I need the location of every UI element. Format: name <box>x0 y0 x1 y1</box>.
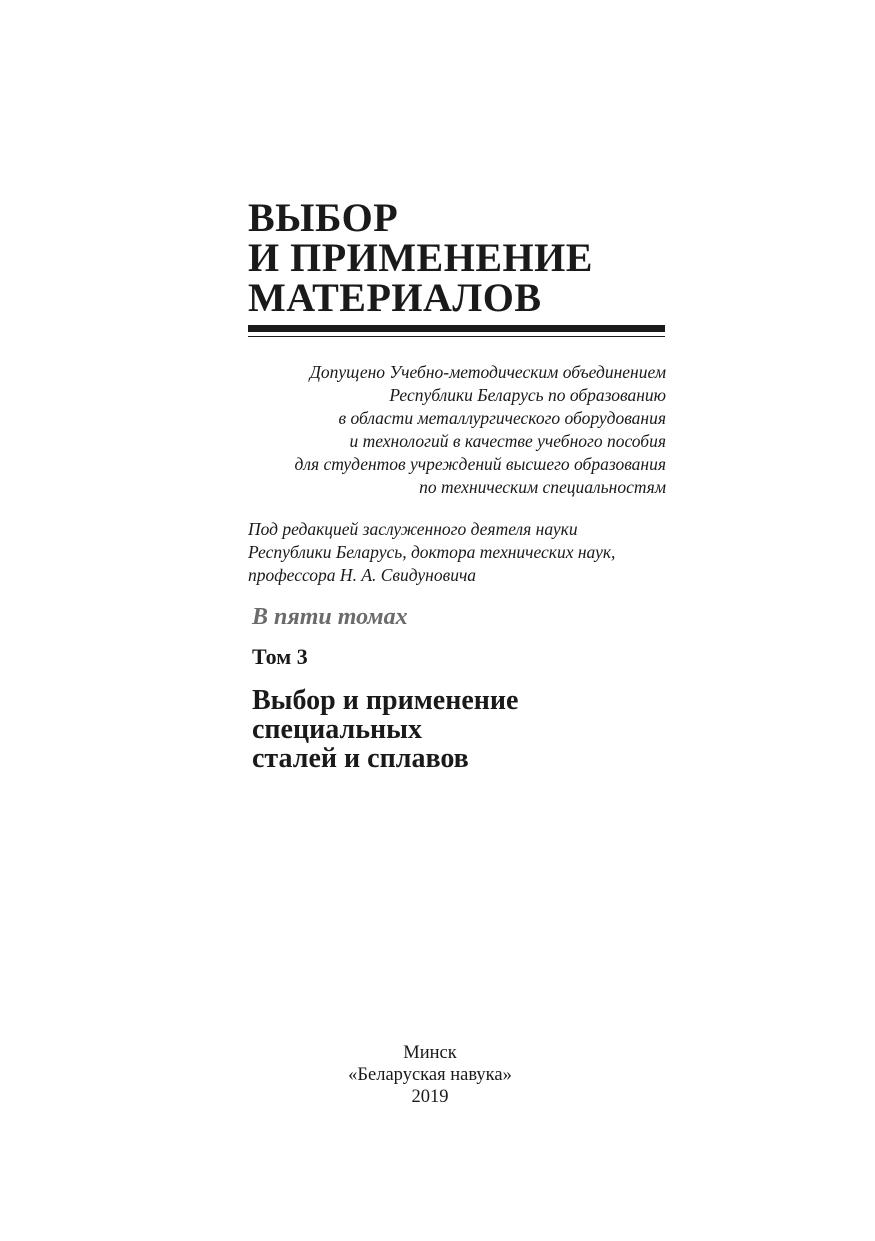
book-title-line-3: МАТЕРИАЛОВ <box>248 275 542 320</box>
volumes-note: В пяти томах <box>252 604 408 630</box>
editor-line-1: Под редакцией заслуженного деятеля науки <box>248 519 578 539</box>
editor-line-3: профессора Н. А. Свидуновича <box>248 565 477 585</box>
imprint-publisher: «Беларуская навука» <box>348 1065 512 1085</box>
approval-line-1: Допущено Учебно-методическим объединением <box>309 362 666 382</box>
imprint-year: 2019 <box>411 1087 449 1107</box>
editor-statement <box>248 518 668 587</box>
title-rule-thin <box>248 336 665 337</box>
editor-line-2: Республики Беларусь, доктора технических наук, <box>248 542 616 562</box>
book-title <box>248 195 668 320</box>
imprint <box>300 1042 560 1108</box>
approval-line-4: и технологий в качестве учебного пособия <box>349 431 666 451</box>
volume-title-line-3: сталей и сплавов <box>252 743 469 774</box>
volume-title-line-2: специальных <box>252 714 423 745</box>
volume-title <box>252 686 672 773</box>
volume-number: Том 3 <box>252 644 308 669</box>
approval-statement <box>230 361 666 499</box>
approval-line-3: в области металлургического оборудования <box>338 408 666 428</box>
approval-line-5: для студентов учреждений высшего образования <box>294 454 666 474</box>
approval-line-2: Республики Беларусь по образованию <box>389 385 666 405</box>
book-title-line-2: И ПРИМЕНЕНИЕ <box>248 235 593 280</box>
approval-line-6: по техническим специальностям <box>419 477 666 497</box>
volume-title-line-1: Выбор и применение <box>252 685 519 716</box>
book-title-line-1: ВЫБОР <box>248 195 399 240</box>
imprint-city: Минск <box>403 1043 457 1063</box>
title-rule-thick <box>248 325 665 332</box>
